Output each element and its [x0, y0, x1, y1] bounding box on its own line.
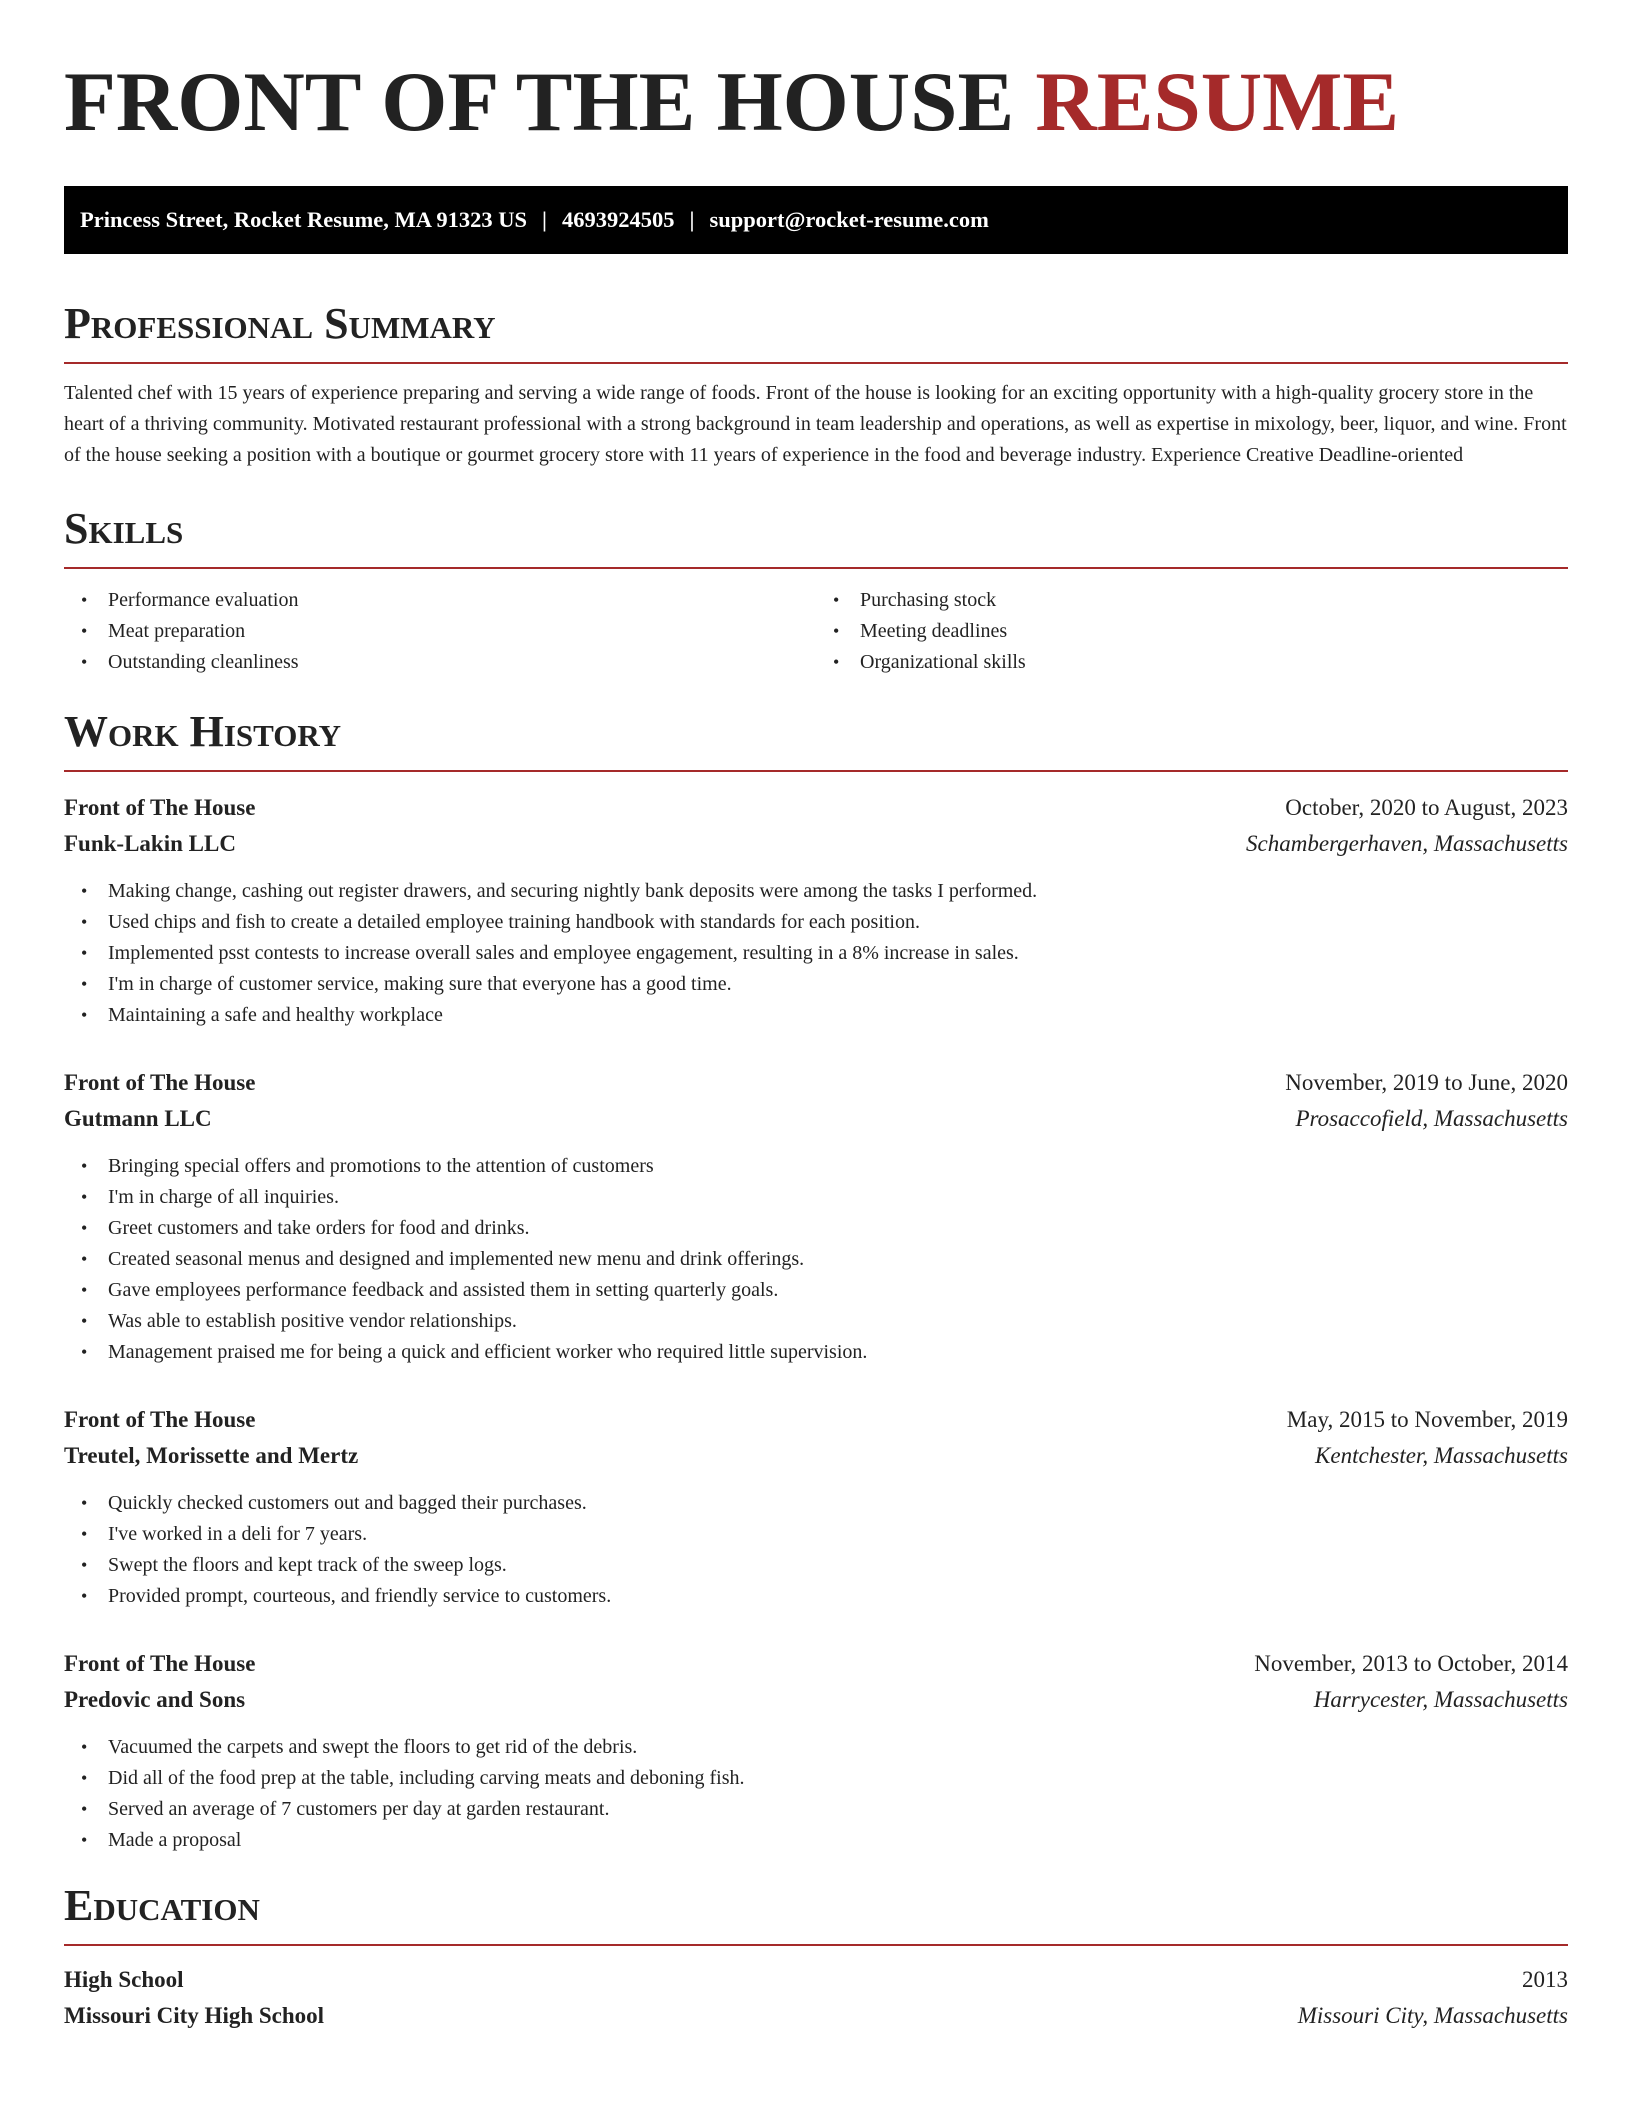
- job-bullet: • Quickly checked customers out and bagged their purchases.: [64, 1488, 1568, 1519]
- contact-address: Princess Street, Rocket Resume, MA 91323 US: [80, 207, 528, 232]
- job-location: Harrycester, Massachusetts: [1313, 1687, 1568, 1712]
- education-entry: [64, 1962, 1568, 2034]
- job-bullet: • I'm in charge of all inquiries.: [64, 1182, 1568, 1213]
- job-entry: [64, 790, 1568, 1031]
- job-bullet: • Maintaining a safe and healthy workplace: [64, 1000, 1568, 1031]
- job-bullet: • Created seasonal menus and designed and implemented new menu and drink offerings.: [64, 1244, 1568, 1275]
- job-bullet: • Used chips and fish to create a detailed employee training handbook with standards for each position.: [64, 907, 1568, 938]
- job-bullet: • Served an average of 7 customers per day at garden restaurant.: [64, 1794, 1568, 1825]
- job-bullet: • Made a proposal: [64, 1825, 1568, 1856]
- title-accent: RESUME: [1035, 55, 1400, 149]
- job-bullets: [64, 1732, 1568, 1856]
- job-bullets: [64, 1151, 1568, 1368]
- job-bullet: • Was able to establish positive vendor relationships.: [64, 1306, 1568, 1337]
- job-header: [64, 1065, 1568, 1101]
- job-title: Front of The House: [64, 795, 256, 820]
- job-bullet: • Vacuumed the carpets and swept the floors to get rid of the debris.: [64, 1732, 1568, 1763]
- contact-email: support@rocket-resume.com: [709, 207, 989, 232]
- job-subheader: [64, 1101, 1568, 1137]
- skills-column-left: [64, 585, 816, 678]
- skill-item: • Organizational skills: [816, 647, 1568, 678]
- job-header: [64, 1646, 1568, 1682]
- job-entry: [64, 1065, 1568, 1368]
- job-company: Funk-Lakin LLC: [64, 831, 236, 856]
- education-year: 2013: [1522, 1967, 1568, 1992]
- job-bullet: • Swept the floors and kept track of the sweep logs.: [64, 1550, 1568, 1581]
- job-entry: [64, 1646, 1568, 1856]
- job-bullet: • Provided prompt, courteous, and friendly service to customers.: [64, 1581, 1568, 1612]
- job-subheader: [64, 826, 1568, 862]
- job-bullet: • Greet customers and take orders for food and drinks.: [64, 1213, 1568, 1244]
- job-title: Front of The House: [64, 1651, 256, 1676]
- job-subheader: [64, 1682, 1568, 1718]
- job-header: [64, 790, 1568, 826]
- skill-item: • Meeting deadlines: [816, 616, 1568, 647]
- job-bullet: • Did all of the food prep at the table, including carving meats and deboning fish.: [64, 1763, 1568, 1794]
- contact-bar: [64, 186, 1568, 254]
- job-company: Gutmann LLC: [64, 1106, 212, 1131]
- job-bullet: • I've worked in a deli for 7 years.: [64, 1519, 1568, 1550]
- job-bullets: [64, 876, 1568, 1031]
- contact-separator: |: [689, 207, 695, 232]
- skill-item: • Meat preparation: [64, 616, 816, 647]
- job-bullet: • Gave employees performance feedback and assisted them in setting quarterly goals.: [64, 1275, 1568, 1306]
- job-location: Schambergerhaven, Massachusetts: [1246, 831, 1568, 856]
- education-subheader: [64, 1998, 1568, 2034]
- skills-column-right: [816, 585, 1568, 678]
- summary-text: Talented chef with 15 years of experience preparing and serving a wide range of foods. Front of the house is looking for an exciting opportunity with a high-quality grocery store in the heart of a thriving community. Motivated restaurant professional with a strong background in team leadership and operations, as well as expertise in mixology, beer, liquor, and wine. Front of the house seeking a position with a boutique or gourmet grocery store with 11 years of experience in the food and beverage industry. Experience Creative Deadline-oriented: [64, 382, 1567, 466]
- contact-phone: 4693924505: [561, 207, 675, 232]
- job-dates: October, 2020 to August, 2023: [1285, 795, 1568, 820]
- job-bullets: [64, 1488, 1568, 1612]
- job-bullet: • Making change, cashing out register drawers, and securing nightly bank deposits were among the tasks I performed.: [64, 876, 1568, 907]
- job-subheader: [64, 1438, 1568, 1474]
- skills-list: [64, 585, 1568, 678]
- work-heading: Work History: [64, 710, 1568, 772]
- job-location: Kentchester, Massachusetts: [1315, 1443, 1568, 1468]
- resume-title: [64, 55, 1568, 149]
- job-bullet: • Management praised me for being a quick and efficient worker who required little supervision.: [64, 1337, 1568, 1368]
- summary-heading: Professional Summary: [64, 302, 1568, 364]
- job-bullet: • Bringing special offers and promotions to the attention of customers: [64, 1151, 1568, 1182]
- job-bullet: • Implemented psst contests to increase overall sales and employee engagement, resulting in a 8% increase in sales.: [64, 938, 1568, 969]
- education-school: Missouri City High School: [64, 2003, 325, 2028]
- skill-item: • Outstanding cleanliness: [64, 647, 816, 678]
- job-entry: [64, 1402, 1568, 1612]
- skill-item: • Performance evaluation: [64, 585, 816, 616]
- skills-heading: Skills: [64, 507, 1568, 569]
- job-title: Front of The House: [64, 1407, 256, 1432]
- job-company: Predovic and Sons: [64, 1687, 246, 1712]
- skill-item: • Purchasing stock: [816, 585, 1568, 616]
- education-degree: High School: [64, 1967, 184, 1992]
- education-heading: Education: [64, 1884, 1568, 1946]
- title-main: FRONT OF THE HOUSE: [64, 55, 1015, 149]
- job-title: Front of The House: [64, 1070, 256, 1095]
- job-company: Treutel, Morissette and Mertz: [64, 1443, 359, 1468]
- job-dates: November, 2013 to October, 2014: [1254, 1651, 1568, 1676]
- job-dates: November, 2019 to June, 2020: [1285, 1070, 1568, 1095]
- job-dates: May, 2015 to November, 2019: [1286, 1407, 1568, 1432]
- education-location: Missouri City, Massachusetts: [1297, 2003, 1568, 2028]
- job-bullet: • I'm in charge of customer service, making sure that everyone has a good time.: [64, 969, 1568, 1000]
- job-header: [64, 1402, 1568, 1438]
- contact-separator: |: [542, 207, 547, 232]
- job-location: Prosaccofield, Massachusetts: [1295, 1106, 1568, 1131]
- education-header: [64, 1962, 1568, 1998]
